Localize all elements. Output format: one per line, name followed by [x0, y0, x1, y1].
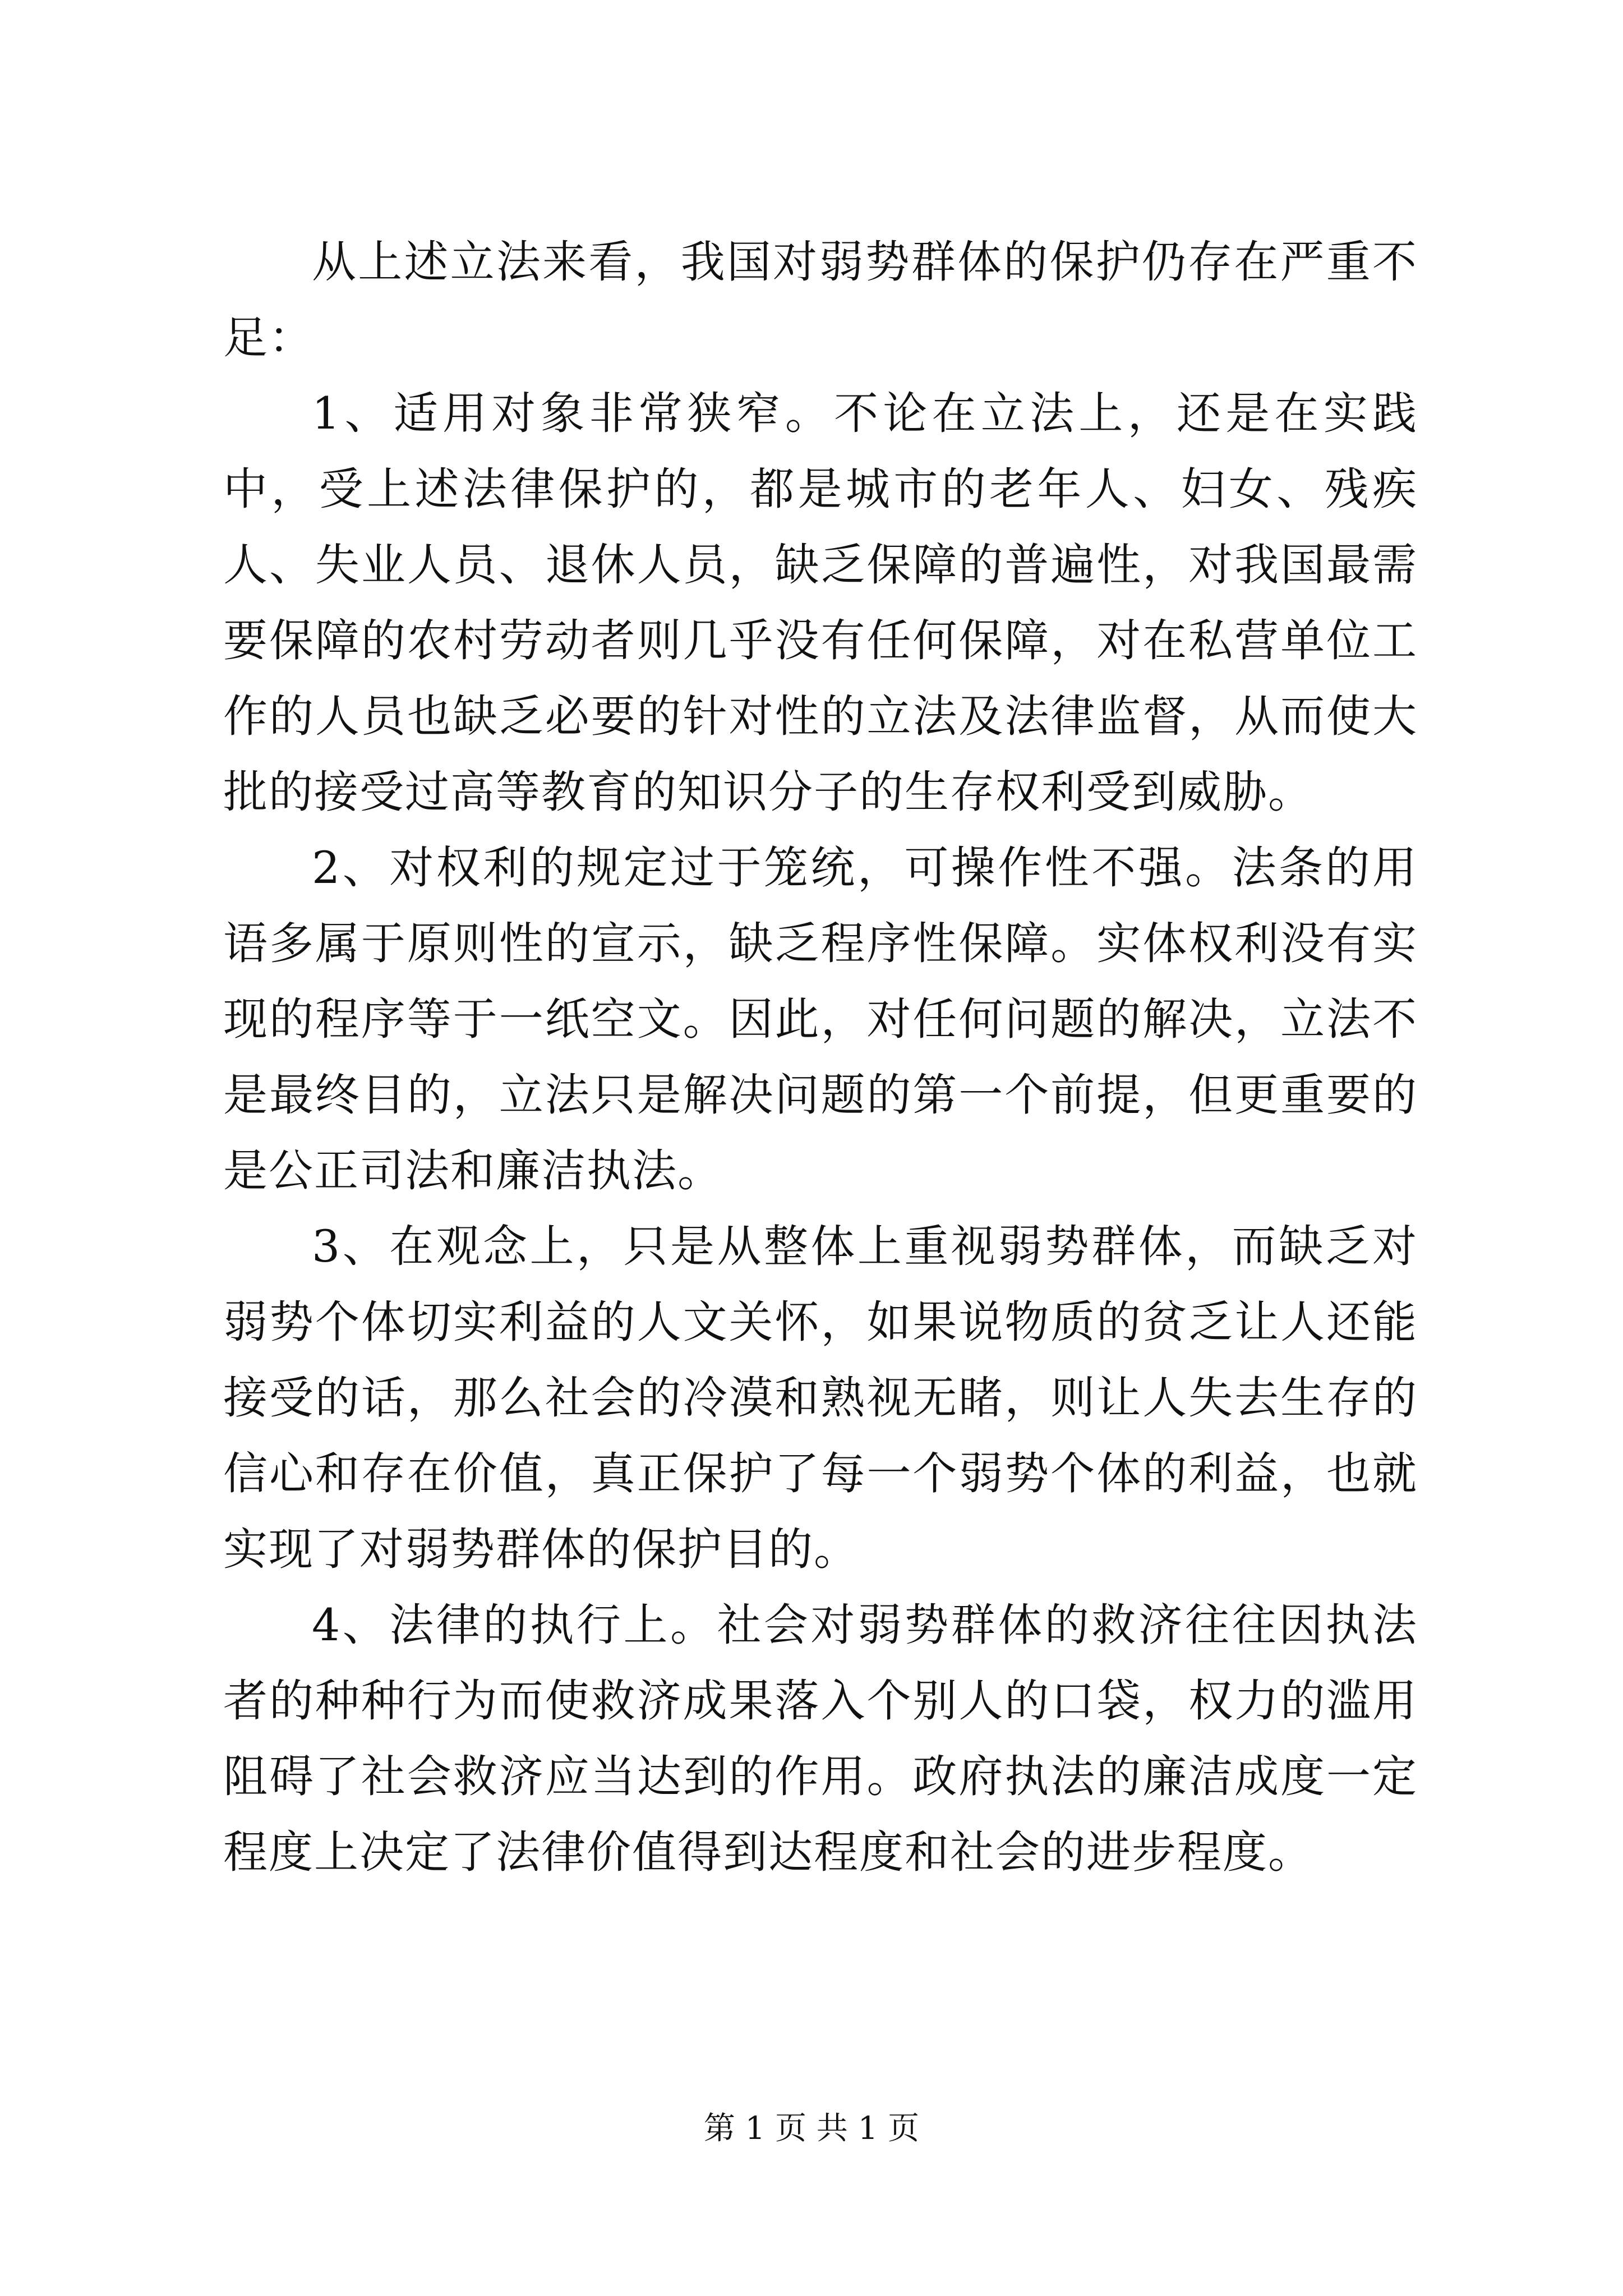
paragraph-point-2: 2、对权利的规定过于笼统，可操作性不强。法条的用语多属于原则性的宣示，缺乏程序性保障。实体权利没有实现的程序等于一纸空文。因此，对任何问题的解决，立法不是最终目的，立法只是解决问题的第一个前提，但更重要的是公正司法和廉洁执法。	[223, 842, 1418, 1197]
paragraph-point-3: 3、在观念上，只是从整体上重视弱势群体，而缺乏对弱势个体切实利益的人文关怀，如果说物质的贫乏让人还能接受的话，那么社会的冷漠和熟视无睹，则让人失去生存的信心和存在价值，真正保护了每一个弱势个体的利益，也就实现了对弱势群体的保护目的。	[223, 1221, 1418, 1575]
paragraph-intro: 从上述立法来看，我国对弱势群体的保护仍存在严重不足：	[223, 236, 1418, 364]
paragraph-point-4: 4、法律的执行上。社会对弱势群体的救济往往因执法者的种种行为而使救济成果落入个别人的口袋，权力的滥用阻碍了社会救济应当达到的作用。政府执法的廉洁成度一定程度上决定了法律价值得到达程度和社会的进步程度。	[223, 1599, 1418, 1878]
paragraph-point-1: 1、适用对象非常狭窄。不论在立法上，还是在实践中，受上述法律保护的，都是城市的老年人、妇女、残疾人、失业人员、退休人员，缺乏保障的普遍性，对我国最需要保障的农村劳动者则几乎没有任何保障，对在私营单位工作的人员也缺乏必要的针对性的立法及法律监督，从而使大批的接受过高等教育的知识分子的生存权利受到威胁。	[223, 388, 1418, 818]
document-body	[223, 224, 1418, 1890]
page-footer: 第 1 页 共 1 页	[703, 2110, 920, 2147]
